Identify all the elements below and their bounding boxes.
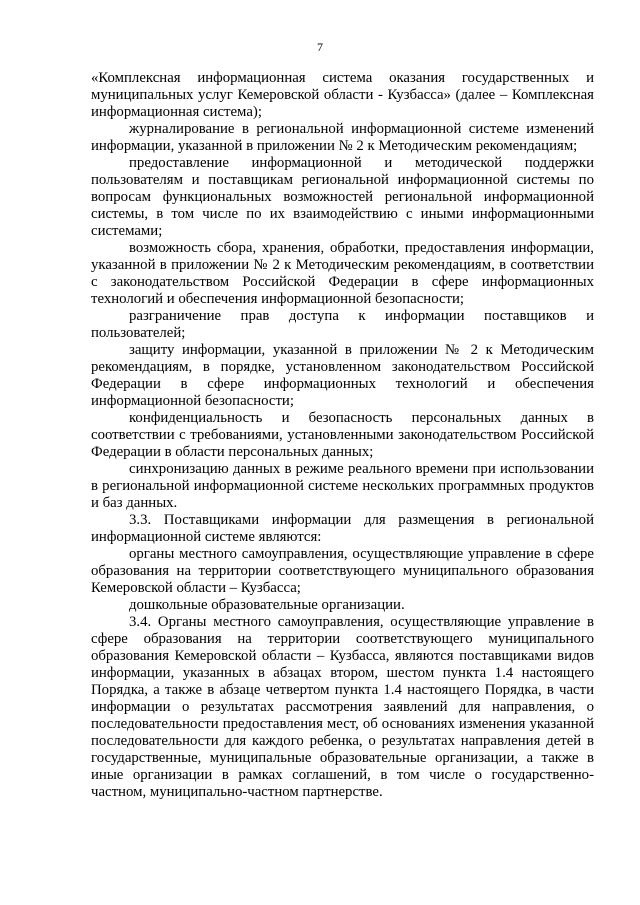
paragraph-3: предоставление информационной и методической поддержки пользователям и поставщикам региональной информационной системы по вопросам функциональных возможностей региональной информационной системы, в том числе по их взаимодействию с иными информационными системами; — [91, 155, 594, 239]
paragraph-1: «Комплексная информационная система оказания государственных и муниципальных услуг Кемеровской области - Кузбасса» (далее – Комплексная информационная система); — [91, 70, 594, 120]
paragraph-11: дошкольные образовательные организации. — [129, 597, 405, 613]
paragraph-5: разграничение прав доступа к информации поставщиков и пользователей; — [91, 308, 594, 341]
paragraph-4: возможность сбора, хранения, обработки, предоставления информации, указанной в приложении № 2 к Методическим рекомендациям, в соответствии с законодательством Российской Федерации в сфере информационных технологий и обеспечения информационной безопасности; — [91, 240, 594, 307]
paragraph-8: синхронизацию данных в режиме реального времени при использовании в региональной информационной системе нескольких программных продуктов и баз данных. — [91, 461, 594, 511]
page-number: 7 — [317, 40, 323, 54]
paragraph-10: органы местного самоуправления, осуществляющие управление в сфере образования на территории соответствующего муниципального образования Кемеровской области – Кузбасса; — [91, 546, 594, 596]
paragraph-7: конфиденциальность и безопасность персональных данных в соответствии с требованиями, установленными законодательством Российской Федерации в области персональных данных; — [91, 410, 594, 460]
document-body — [91, 70, 594, 801]
paragraph-2: журналирование в региональной информационной системе изменений информации, указанной в приложении № 2 к Методическим рекомендациям; — [91, 121, 594, 154]
paragraph-9: 3.3. Поставщиками информации для размещения в региональной информационной системе являются: — [91, 512, 594, 545]
paragraph-12: 3.4. Органы местного самоуправления, осуществляющие управление в сфере образования на территории соответствующего муниципального образования Кемеровской области – Кузбасса, являются поставщиками видов информации, указанных в абзацах втором, шестом пункта 1.4 настоящего Порядка, а также в абзаце четвертом пункта 1.4 настоящего Порядка, в части информации о результатах рассмотрения заявлений для направления, о последовательности предоставления мест, об основаниях изменения указанной последовательности для каждого ребенка, о результатах направления детей в государственные, муниципальные образовательные организации, а также в иные организации в рамках соглашений, в том числе о государственно-частном, муниципально-частном партнерстве. — [91, 614, 594, 800]
paragraph-6: защиту информации, указанной в приложении № 2 к Методическим рекомендациям, в порядке, установленном законодательством Российской Федерации в сфере информационных технологий и обеспечения информационной безопасности; — [91, 342, 594, 409]
